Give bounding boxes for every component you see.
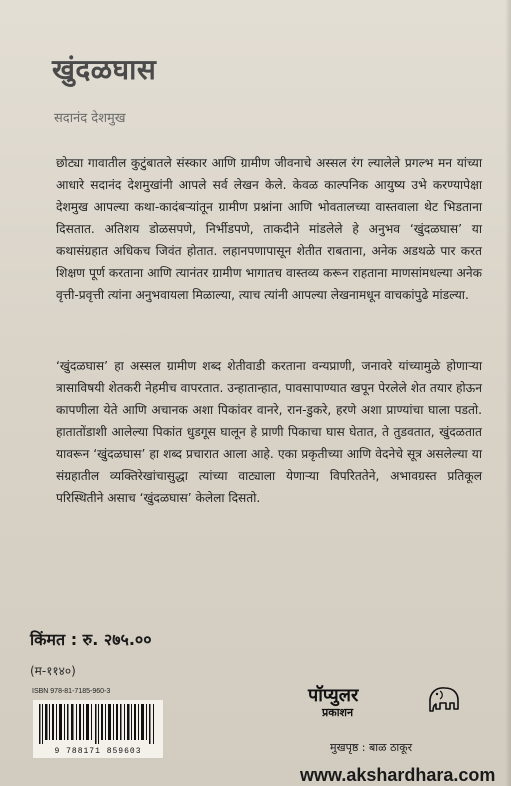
publisher-name: पॉप्युलर bbox=[308, 685, 359, 706]
catalog-code: (म-११४०) bbox=[30, 664, 76, 678]
barcode-bars bbox=[39, 704, 157, 744]
price-label: किंमत : रु. २७५.०० bbox=[30, 630, 152, 649]
cover-artist-credit: मुखपृष्ठ : बाळ ठाकूर bbox=[330, 741, 413, 754]
blurb-paragraph-1: छोट्या गावातील कुटुंबातले संस्कार आणि ग्रामीण जीवनाचे अस्सल रंग ल्यालेले प्रगल्भ मन यांच्या आधारे सदानंद देशमुखांनी आपले सर्व लेखन केले. केवळ काल्पनिक आयुष्य उभे करण्यापेक्षा देशमुख आपल्या कथा-कादंबऱ्यांतून ग्रामीण प्रश्नांना आणि भोवतालच्या वास्तवाला थेट भिडताना दिसतात. अतिशय डोळसपणे, निर्भीडपणे, ताकदीने मांडलेले हे अनुभव ‘खुंदळघास’ या कथासंग्रहात अधिकच जिवंत होतात. लहानपणापासून शेतीत राबताना, अनेक अडथळे पार करत शिक्षण पूर्ण करताना आणि त्यानंतर ग्रामीण भागातच वास्तव्य करून राहताना माणसांमधल्या अनेक वृत्ती-प्रवृत्ती त्यांना अनुभवायला मिळाल्या, त्याच त्यांनी आपल्या लेखनामधून वाचकांपुढे मांडल्या. bbox=[56, 156, 482, 302]
cover-edge-shadow bbox=[505, 0, 511, 786]
publisher-subtitle: प्रकाशन bbox=[322, 706, 354, 719]
isbn-barcode bbox=[33, 700, 163, 758]
website-watermark: www.akshardhara.com bbox=[300, 765, 496, 785]
elephant-icon bbox=[426, 683, 462, 713]
author-name: सदानंद देशमुख bbox=[54, 111, 126, 126]
blurb-paragraph-2: ‘खुंदळघास’ हा अस्सल ग्रामीण शब्द शेतीवाडी करताना वन्यप्राणी, जनावरे यांच्यामुळे होणाऱ्या त्रासाविषयी शेतकरी नेहमीच वापरतात. उन्हातान्हात, पावसापाण्यात खपून पेरलेले शेत तयार होऊन कापणीला येते आणि अचानक अशा पिकांवर वानरे, रान-डुकरे, हरणे अशा प्राण्यांचा घाला पडतो. हातातोंडाशी आलेल्या पिकांत धुडगूस घालून हे प्राणी पिकाचा घास घेतात, ते तुडवतात, खुंदळतात यावरून ‘खुंदळघास’ हा शब्द प्रचारात आला आहे. एका प्रकृतीच्या आणि वेदनेचे सूत्र असलेल्या या संग्रहातील व्यक्तिरेखांचासुद्धा त्यांच्या वाट्याला येणाऱ्या विपरिततेने, अभावग्रस्त प्रतिकूल परिस्थितीने असाच ‘खुंदळघास’ केलेला दिसतो. bbox=[56, 359, 482, 505]
publisher-logo bbox=[308, 683, 458, 723]
barcode-digits: 9 788171 859603 bbox=[54, 747, 142, 756]
book-title: खुंदळघास bbox=[52, 53, 157, 86]
isbn-number: ISBN 978-81-7185-960-3 bbox=[32, 688, 111, 695]
